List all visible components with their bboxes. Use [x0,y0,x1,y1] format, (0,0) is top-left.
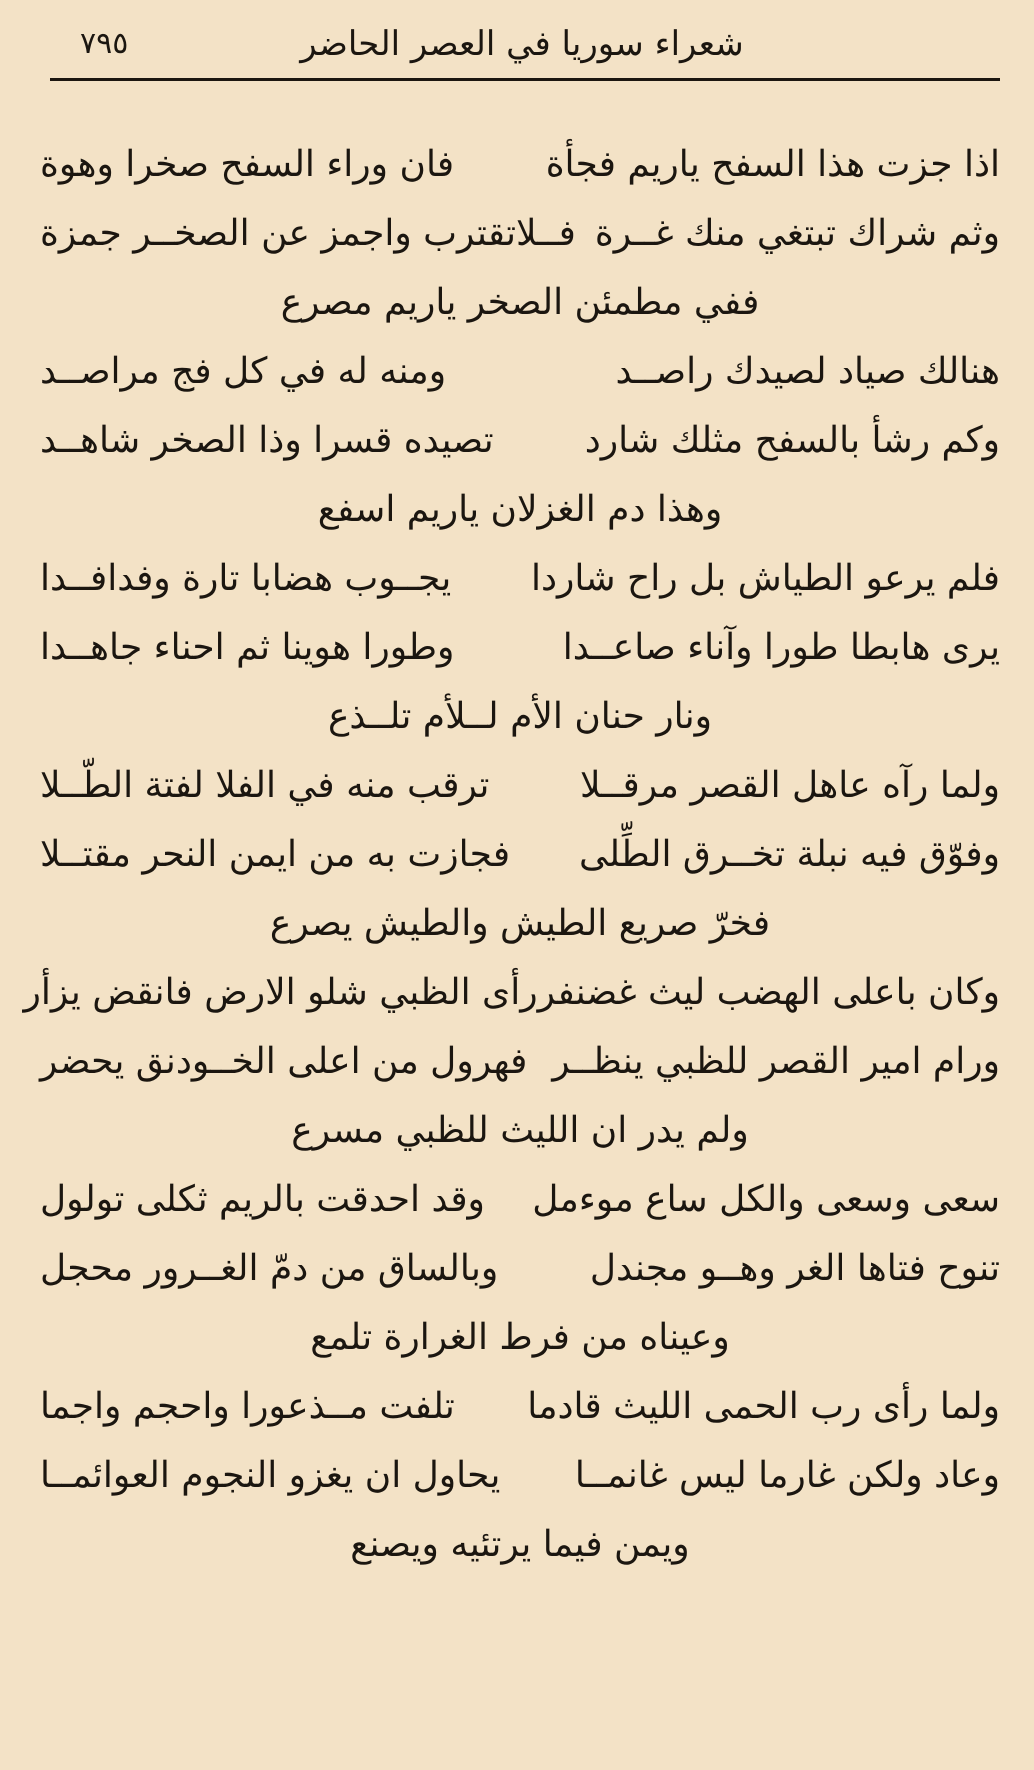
second-hemistich: ترقب منه في الفلا لفتة الطّــلا [40,765,490,806]
header-rule [50,78,1000,81]
verse-line [23,958,1000,1027]
poem-body [23,130,1000,1579]
stanza [40,1165,1000,1372]
refrain-line: وهذا دم الغزلان ياريم اسفع [317,489,723,530]
second-hemistich: يجــوب هضابا تارة وفدافــدا [40,558,452,599]
second-hemistich: فــلاتقترب واجمز عن الصخــر جمزة [40,213,576,254]
second-hemistich: وقد احدقت بالريم ثكلى تولول [40,1179,485,1220]
second-hemistich: تصيده قسرا وذا الصخر شاهــد [40,420,494,461]
refrain-line: ونار حنان الأم لــلأم تلــذع [327,696,713,737]
verse-line [40,1165,1000,1234]
refrain-line: ولم يدر ان الليث للظبي مسرع [291,1110,749,1151]
verse-line [40,1234,1000,1303]
second-hemistich: يحاول ان يغزو النجوم العوائمــا [40,1455,501,1496]
stanza [40,751,1000,958]
first-hemistich: وعاد ولكن غارما ليس غانمــا [574,1455,1000,1496]
page-header [50,20,994,80]
first-hemistich: فلم يرعو الطياش بل راح شاردا [530,558,1000,599]
stanza [23,958,1000,1165]
page-number: ٧٩٥ [80,26,129,61]
first-hemistich: يرى هابطا طورا وآناء صاعــدا [562,627,1000,668]
second-hemistich: فان وراء السفح صخرا وهوة [40,144,455,185]
first-hemistich: ولما رآه عاهل القصر مرقــلا [579,765,1000,806]
first-hemistich: وكان باعلى الهضب ليث غضنفر [537,972,1000,1013]
refrain-line: فخرّ صريع الطيش والطيش يصرع [269,903,771,944]
first-hemistich: وثم شراك تبتغي منك غــرة [594,213,1000,254]
verse-line [40,613,1000,682]
verse-line [40,1441,1000,1510]
stanza [40,1372,1000,1579]
verse-line [40,1027,1000,1096]
second-hemistich: رأى الظبي شلو الارض فانقض يزأر [23,972,538,1013]
second-hemistich: وبالساق من دمّ الغــرور محجل [40,1248,499,1289]
stanza [40,130,1000,337]
verse-line [40,130,1000,199]
first-hemistich: ولما رأى رب الحمى الليث قادما [527,1386,1000,1427]
first-hemistich: سعى وسعى والكل ساع موءمل [532,1179,1000,1220]
first-hemistich: تنوح فتاها الغر وهــو مجندل [589,1248,1000,1289]
verse-line [40,544,1000,613]
refrain-line: ففي مطمئن الصخر ياريم مصرع [280,282,760,323]
second-hemistich: تلفت مــذعورا واحجم واجما [40,1386,455,1427]
stanza [40,337,1000,544]
running-title: شعراء سوريا في العصر الحاضر [300,24,744,64]
second-hemistich: فجازت به من ايمن النحر مقتــلا [40,834,511,875]
verse-line [40,820,1000,889]
verse-line [40,199,1000,268]
refrain-line: وعيناه من فرط الغرارة تلمع [310,1317,730,1358]
first-hemistich: وكم رشأ بالسفح مثلك شارد [584,420,1000,461]
second-hemistich: فهرول من اعلى الخــودنق يحضر [40,1041,528,1082]
first-hemistich: وفوّق فيه نبلة تخــرق الطِّلى [579,834,1000,875]
refrain-line: ويمن فيما يرتئيه ويصنع [350,1524,690,1565]
first-hemistich: ورام امير القصر للظبي ينظــر [552,1041,1000,1082]
stanza [40,544,1000,751]
first-hemistich: هنالك صياد لصيدك راصــد [615,351,1000,392]
first-hemistich: اذا جزت هذا السفح ياريم فجأة [545,144,1000,185]
verse-line [40,1372,1000,1441]
second-hemistich: وطورا هوينا ثم احناء جاهــدا [40,627,455,668]
verse-line [40,751,1000,820]
second-hemistich: ومنه له في كل فج مراصــد [40,351,447,392]
verse-line [40,337,1000,406]
verse-line [40,406,1000,475]
